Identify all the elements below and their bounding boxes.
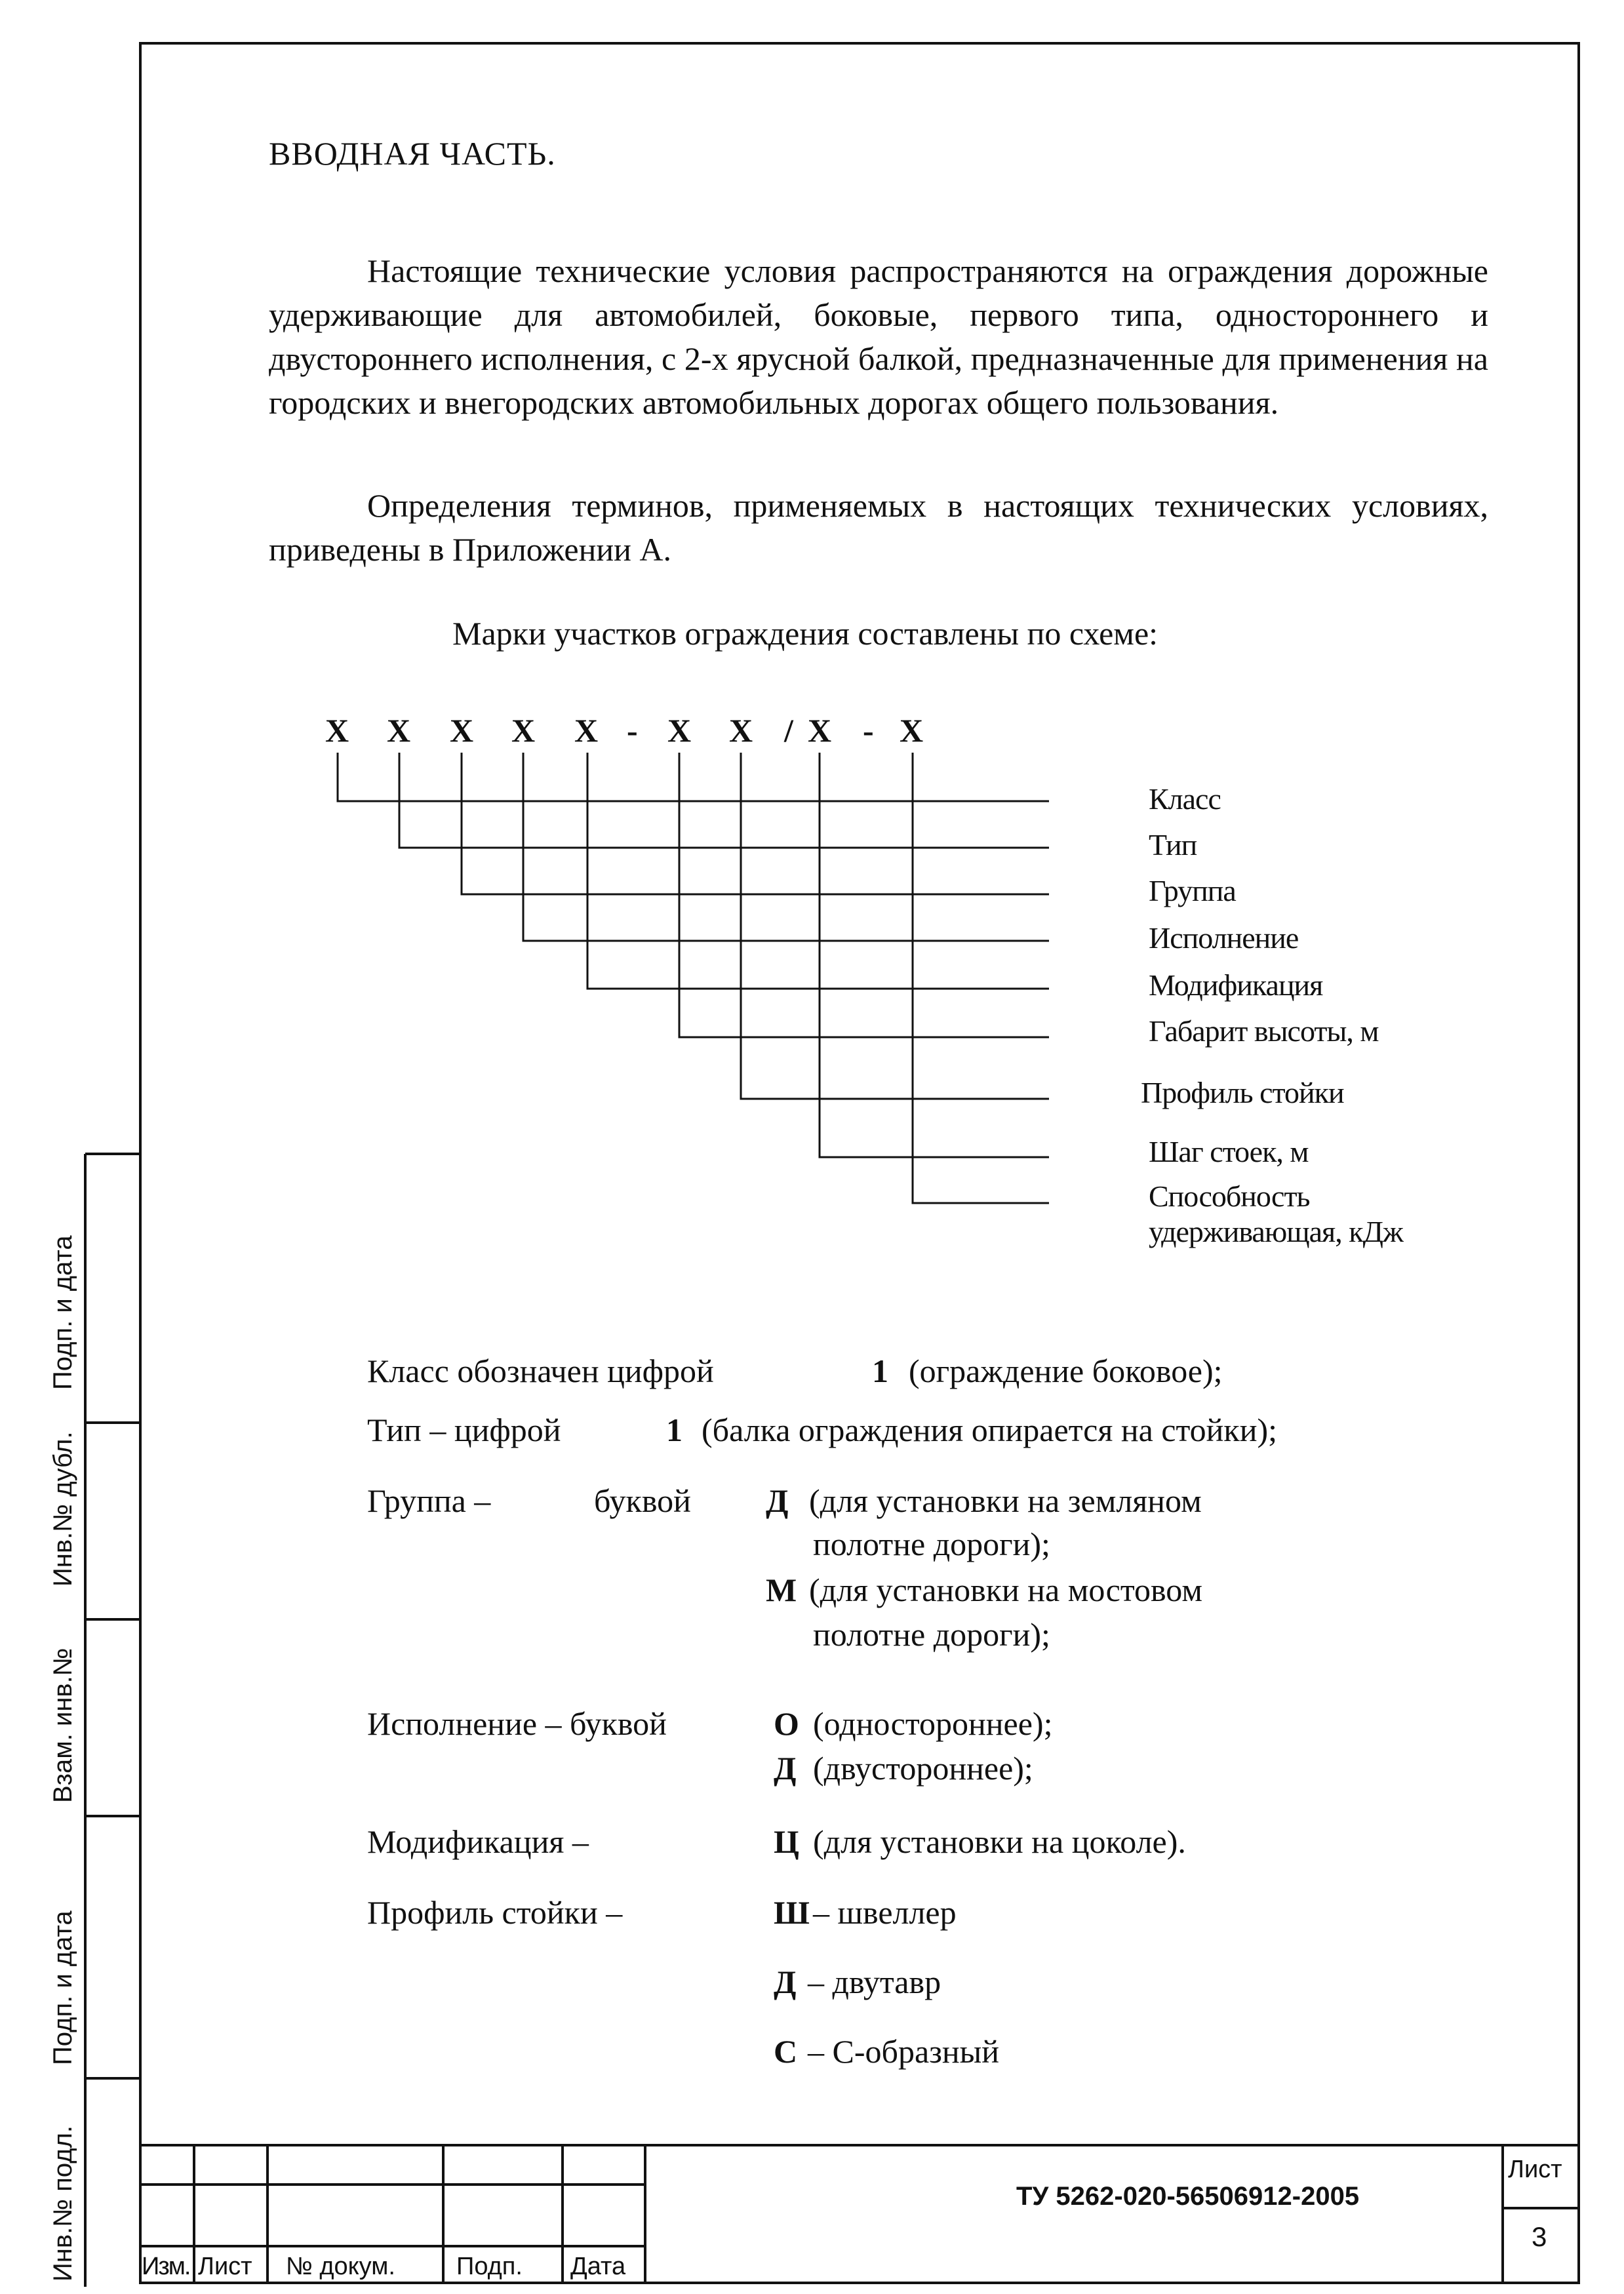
page-title: ВВОДНАЯ ЧАСТЬ.: [269, 135, 556, 172]
def-profil-code-d: Д: [774, 1964, 797, 2000]
scheme-letter: Х: [900, 712, 924, 749]
def-tip-code: 1: [666, 1412, 683, 1448]
def-modifikatsiya-code: Ц: [774, 1823, 799, 1860]
tb-sheet-number: 3: [1532, 2221, 1547, 2252]
scheme-letter: Х: [667, 712, 692, 749]
scheme-letter: Х: [387, 712, 411, 749]
def-gruppa-desc-m: (для установки на мостовом: [809, 1572, 1202, 1608]
tb-izm: Изм.: [142, 2253, 190, 2280]
tb-data: Дата: [570, 2253, 626, 2280]
intro-paragraph-text: Настоящие технические условия распространяются на ограждения дорожные удерживающие для автомобилей, боковые, первого типа, одностороннего и двустороннего исполнения, с 2-х ярусной балкой, предназначенные для применения на городских и внегородских автомобильных дорогах общего пользования.: [269, 252, 1488, 421]
def-tip-term: Тип – цифрой: [367, 1412, 561, 1448]
def-tip-desc: (балка ограждения опирается на стойки);: [702, 1412, 1278, 1448]
def-modifikatsiya-term: Модификация –: [367, 1823, 589, 1860]
def-klass-code: 1: [872, 1353, 888, 1389]
def-ispolnenie-code-o: О: [774, 1705, 799, 1742]
scheme-label-uderzh: удерживающая, кДж: [1149, 1215, 1403, 1248]
scheme-label-klass: Класс: [1149, 782, 1221, 816]
scheme-label-ispolnenie: Исполнение: [1149, 921, 1299, 955]
def-profil-code-sh: Ш: [774, 1894, 810, 1931]
tb-list: Лист: [198, 2253, 252, 2280]
def-profil-desc-s: – С-образный: [808, 2033, 999, 2070]
def-profil-desc-d: – двутавр: [808, 1964, 941, 2000]
scheme-letter: Х: [729, 712, 753, 749]
stamp-inv-podl: Инв.№ подл.: [49, 2125, 77, 2282]
scheme-letter: Х: [325, 712, 349, 749]
def-ispolnenie-desc-o: (одностороннее);: [813, 1705, 1053, 1742]
scheme-letter: Х: [808, 712, 832, 749]
scheme-label-shag: Шаг стоек, м: [1149, 1135, 1309, 1168]
scheme-dash: -: [863, 712, 874, 749]
stamp-inv-dubl: Инв.№ дубл.: [49, 1431, 77, 1587]
def-profil-code-s: С: [774, 2033, 798, 2070]
scheme-intro: Марки участков ограждения составлены по схеме:: [452, 615, 1159, 652]
scheme-label-modifikatsiya: Модификация: [1149, 968, 1323, 1002]
tb-n-dokum: № докум.: [286, 2253, 395, 2280]
scheme-letter: Х: [574, 712, 599, 749]
stamp-podp-data-1: Подп. и дата: [49, 1235, 77, 1390]
def-gruppa-by: буквой: [594, 1482, 691, 1519]
def-klass-desc: (ограждение боковое);: [909, 1353, 1223, 1389]
def-ispolnenie-code-d: Д: [774, 1750, 797, 1787]
def-klass-term: Класс обозначен цифрой: [367, 1353, 714, 1389]
terms-paragraph-text: Определения терминов, применяемых в настоящих технических условиях, приведены в Приложении А.: [269, 487, 1488, 568]
def-ispolnenie-desc-d: (двустороннее);: [813, 1750, 1033, 1787]
def-profil-desc-sh: – швеллер: [813, 1894, 957, 1931]
scheme-dash: -: [627, 712, 638, 749]
document-number: ТУ 5262-020-56506912-2005: [1016, 2182, 1360, 2211]
def-gruppa-cont-m: полотне дороги);: [813, 1616, 1050, 1653]
scheme-slash: /: [784, 712, 793, 749]
stamp-podp-data-2: Подп. и дата: [49, 1910, 77, 2065]
def-gruppa-code-m: М: [766, 1572, 797, 1608]
def-modifikatsiya-desc: (для установки на цоколе).: [813, 1823, 1186, 1860]
scheme-label-profil: Профиль стойки: [1141, 1076, 1344, 1109]
def-profil-term: Профиль стойки –: [367, 1894, 623, 1931]
tb-podp: Подп.: [456, 2253, 523, 2280]
scheme-letter: Х: [450, 712, 474, 749]
scheme-label-sposobnost: Способность: [1149, 1179, 1310, 1213]
stamp-vzam-inv: Взам. инв.№: [49, 1648, 77, 1803]
def-gruppa-desc-d: (для установки на земляном: [809, 1482, 1202, 1519]
def-gruppa-term: Группа –: [367, 1482, 491, 1519]
scheme-label-gabarit: Габарит высоты, м: [1149, 1014, 1379, 1048]
tb-sheet-label: Лист: [1508, 2156, 1562, 2183]
def-ispolnenie-term: Исполнение – буквой: [367, 1705, 667, 1742]
scheme-label-tip: Тип: [1149, 828, 1197, 861]
def-gruppa-code-d: Д: [766, 1482, 789, 1519]
scheme-letter: Х: [511, 712, 536, 749]
scheme-label-gruppa: Группа: [1149, 874, 1236, 907]
def-gruppa-cont-d: полотне дороги);: [813, 1526, 1050, 1562]
